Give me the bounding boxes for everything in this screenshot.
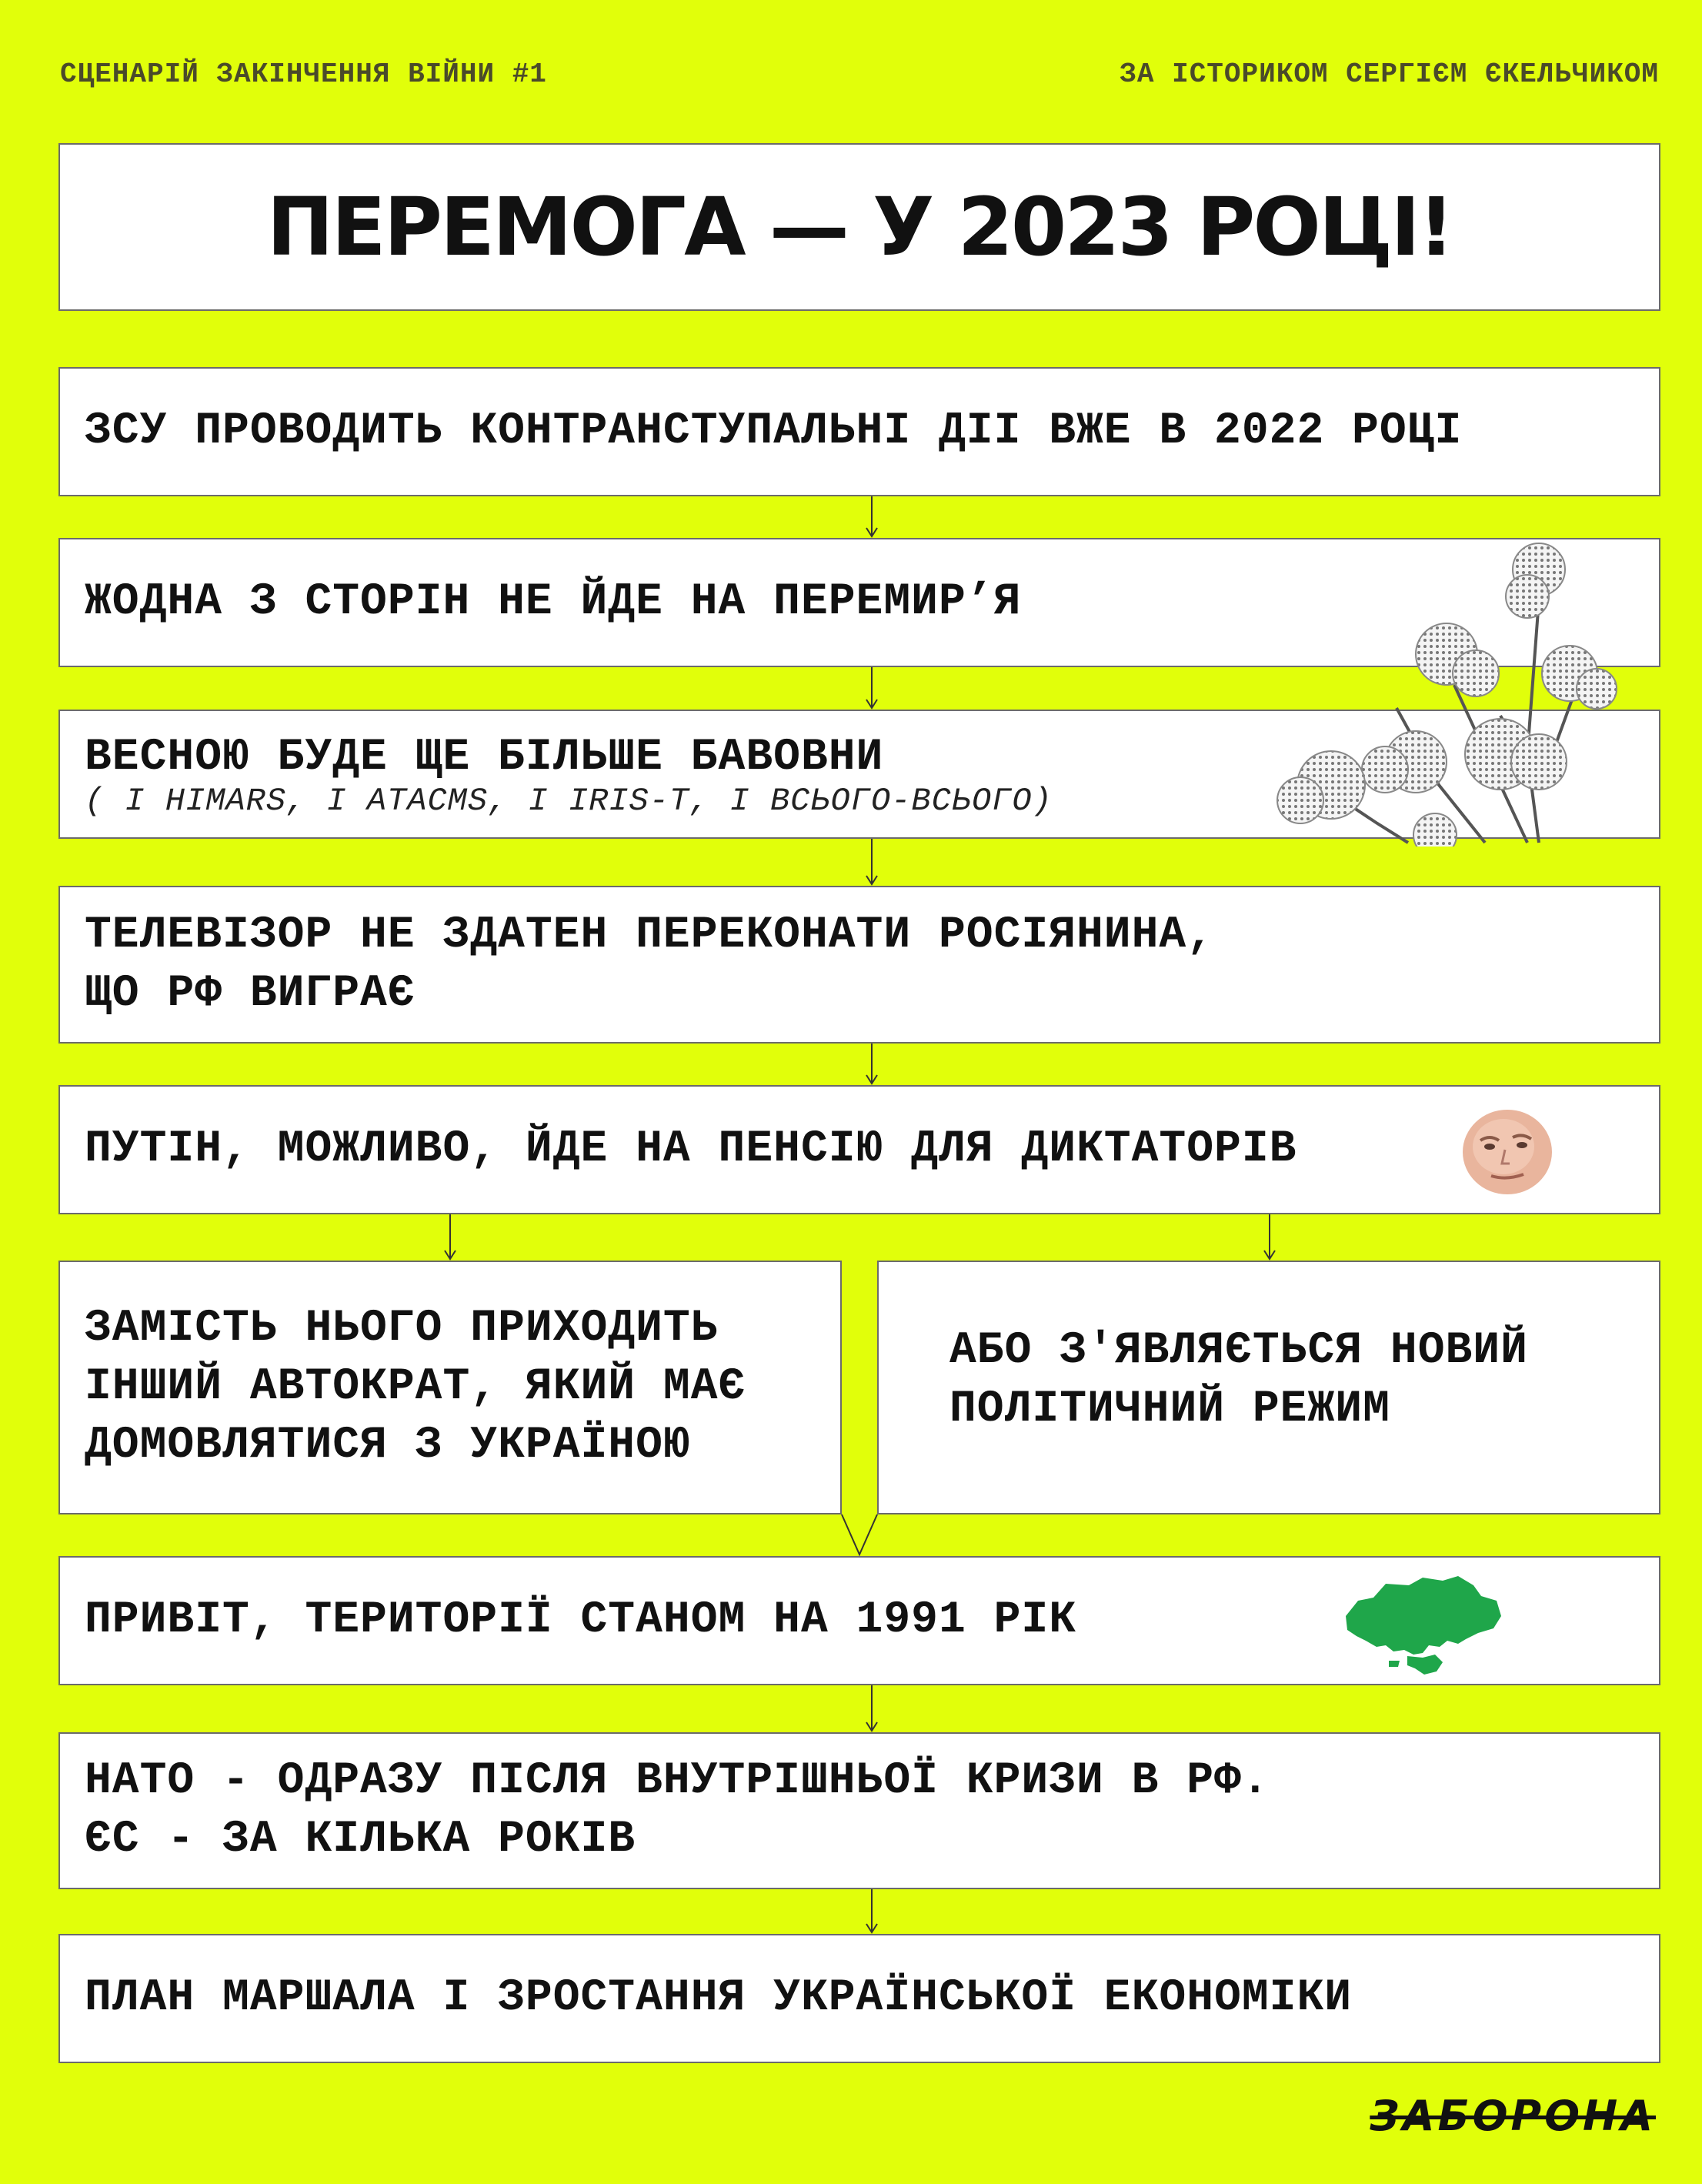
header-author-label: ЗА ІСТОРИКОМ СЕРГІЄМ ЄКЕЛЬЧИКОМ bbox=[1120, 58, 1659, 90]
step-text-2: ЖОДНА З СТОРІН НЕ ЙДЕ НА ПЕРЕМИР’Я bbox=[85, 577, 1022, 627]
step-text-4: ТЕЛЕВІЗОР НЕ ЗДАТЕН ПЕРЕКОНАТИ РОСІЯНИНА, ЩО РФ ВИГРАЄ bbox=[85, 910, 1215, 1019]
branch-text-right: АБО З'ЯВЛЯЄТЬСЯ НОВИЙ ПОЛІТИЧНИЙ РЕЖИМ bbox=[949, 1326, 1528, 1434]
step-text-3: ВЕСНОЮ БУДЕ ЩЕ БІЛЬШЕ БАВОВНИ bbox=[85, 733, 884, 783]
putin-face-icon bbox=[1459, 1107, 1556, 1197]
step-text-7: НАТО - ОДРАЗУ ПІСЛЯ ВНУТРІШНЬОЇ КРИЗИ В РФ. ЄС - ЗА КІЛЬКА РОКІВ bbox=[85, 1756, 1270, 1865]
step-text-6: ПРИВІТ, ТЕРИТОРІЇ СТАНОМ НА 1991 РІК bbox=[85, 1595, 1077, 1645]
step-text-1: ЗСУ ПРОВОДИТЬ КОНТРАНСТУПАЛЬНІ ДІІ ВЖЕ В 2022 РОЦІ bbox=[85, 406, 1463, 456]
zaborona-logo: ЗАБОРОНА bbox=[1370, 2092, 1656, 2140]
step-text-5: ПУТІН, МОЖЛИВО, ЙДЕ НА ПЕНСІЮ ДЛЯ ДИКТАТОРІВ bbox=[85, 1124, 1297, 1174]
step-subtext-3: ( І HIMARS, І ATACMS, І IRIS-T, І ВСЬОГО-ВСЬОГО) bbox=[85, 783, 1053, 820]
step-text-8: ПЛАН МАРШАЛА І ЗРОСТАННЯ УКРАЇНСЬКОЇ ЕКОНОМІКИ bbox=[85, 1973, 1353, 2023]
page-title: ПЕРЕМОГА — У 2023 РОЦІ! bbox=[266, 180, 1453, 274]
branch-text-left: ЗАМІСТЬ НЬОГО ПРИХОДИТЬ ІНШИЙ АВТОКРАТ, ЯКИЙ МАЄ ДОМОВЛЯТИСЯ З УКРАЇНОЮ bbox=[85, 1304, 746, 1471]
cotton-flowers-icon bbox=[1231, 539, 1631, 847]
header-scenario-label: СЦЕНАРІЙ ЗАКІНЧЕННЯ ВІЙНИ #1 bbox=[60, 58, 547, 90]
ukraine-map-icon bbox=[1343, 1570, 1504, 1678]
